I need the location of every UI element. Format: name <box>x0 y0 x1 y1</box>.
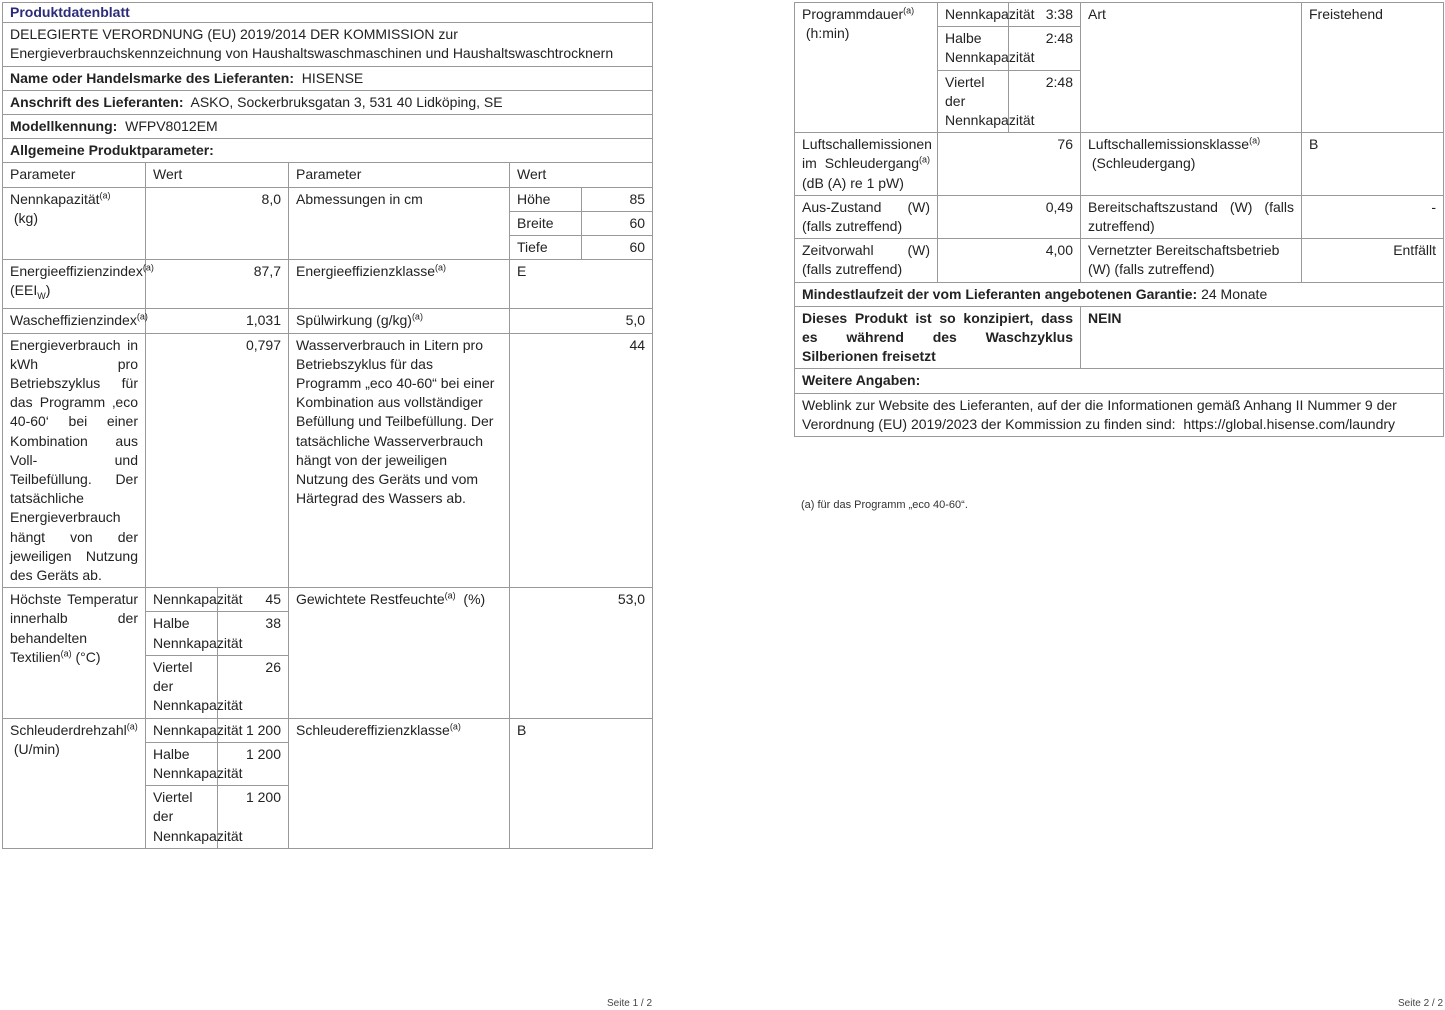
energy-consumption-value: 0,797 <box>146 333 289 588</box>
dimensions-label: Abmessungen in cm <box>289 187 510 260</box>
duration-quarter-value: 2:48 <box>1009 70 1081 133</box>
networked-standby-label: Vernetzter Bereitschaftsbetrieb (W) (falls zutreffend) <box>1081 239 1302 282</box>
standby-value: - <box>1302 195 1444 238</box>
height-label: Höhe <box>510 187 582 211</box>
off-mode-label: Aus-Zustand (W) (falls zutreffend) <box>795 195 938 238</box>
height-value: 85 <box>582 187 653 211</box>
type-value: Freistehend <box>1302 3 1444 133</box>
off-mode-value: 0,49 <box>938 195 1081 238</box>
col-header-parameter: Parameter <box>3 163 146 187</box>
washing-efficiency-label: Wascheffizienzindex$^{(a)}$ <box>3 309 146 333</box>
eei-label: Energieeffizienzindex$^{(a)}$ $(EEI_W)$ <box>3 260 146 309</box>
regulation-text: DELEGIERTE VERORDNUNG (EU) 2019/2014 DER KOMMISSION zur Energieverbrauchskennzeichnung von Haushaltswaschmaschinen und Haushaltswaschtrocknern <box>3 23 653 66</box>
temp-half-value: 38 <box>218 612 289 655</box>
address-row: Anschrift des Lieferanten: ASKO, Sockerbruksgatan 3, 531 40 Lidköping, SE <box>3 90 653 114</box>
energy-class-value: E <box>510 260 653 309</box>
col-header-wert: Wert <box>510 163 653 187</box>
temp-full-value: 45 <box>218 588 289 612</box>
page-2 <box>794 2 1443 437</box>
delay-start-label: Zeitvorwahl (W) (falls zutreffend) <box>795 239 938 282</box>
silver-ions-value: NEIN <box>1081 306 1444 369</box>
model-row: Modellkennung: WFPV8012EM <box>3 115 653 139</box>
noise-value: 76 <box>938 133 1081 196</box>
load-full-label: Nennkapazität <box>146 718 218 742</box>
moisture-value: 53,0 <box>510 588 653 718</box>
networked-standby-value: Entfällt <box>1302 239 1444 282</box>
load-quarter-label: Viertel der Nennkapazität <box>146 786 218 849</box>
depth-label: Tiefe <box>510 236 582 260</box>
water-consumption-value: 44 <box>510 333 653 588</box>
duration-half-value: 2:48 <box>1009 27 1081 70</box>
energy-consumption-label: Energieverbrauch in kWh pro Betriebszyklus für das Programm ‚eco 40-60‘ bei einer Kombination aus Voll- und Teilbefüllung. Der tatsächliche Energieverbrauch hängt von der jeweiligen Nutzung des Geräts ab. <box>3 333 146 588</box>
page-1 <box>2 2 652 849</box>
further-info-heading: Weitere Angaben: <box>795 369 1444 393</box>
standby-label: Bereitschaftszustand (W) (falls zutreffend) <box>1081 195 1302 238</box>
spin-full-value: 1 200 <box>218 718 289 742</box>
product-sheet-table-1 <box>2 2 653 849</box>
noise-class-value: B <box>1302 133 1444 196</box>
washing-efficiency-value: 1,031 <box>146 309 289 333</box>
noise-class-label: Luftschallemissionsklasse$^{(a)}$ (Schleudergang) <box>1081 133 1302 196</box>
product-sheet-table-2 <box>794 2 1444 437</box>
moisture-label: Gewichtete Restfeuchte$^{(a)}$ (%) <box>289 588 510 718</box>
spin-quarter-value: 1 200 <box>218 786 289 849</box>
width-value: 60 <box>582 211 653 235</box>
depth-value: 60 <box>582 236 653 260</box>
spin-speed-label: Schleuderdrehzahl$^{(a)}$ (U/min) <box>3 718 146 848</box>
supplier-weblink: https://global.hisense.com/laundry <box>1183 415 1396 432</box>
rated-capacity-value: 8,0 <box>146 187 289 260</box>
temp-quarter-value: 26 <box>218 655 289 718</box>
warranty-row: Mindestlaufzeit der vom Lieferanten angebotenen Garantie: 24 Monate <box>795 282 1444 306</box>
type-label: Art <box>1081 3 1302 133</box>
col-header-wert: Wert <box>146 163 289 187</box>
rinsing-value: 5,0 <box>510 309 653 333</box>
load-half-label: Halbe Nennkapazität <box>938 27 1009 70</box>
delay-start-value: 4,00 <box>938 239 1081 282</box>
silver-ions-label: Dieses Produkt ist so konzipiert, dass es während des Waschzyklus Silberionen freisetzt <box>795 306 1081 369</box>
load-quarter-label: Viertel der Nennkapazität <box>938 70 1009 133</box>
load-full-label: Nennkapazität <box>938 3 1009 27</box>
supplier-row: Name oder Handelsmarke des Lieferanten: HISENSE <box>3 66 653 90</box>
spin-class-value: B <box>510 718 653 848</box>
program-duration-label: Programmdauer$^{(a)}$ (h:min) <box>795 3 938 133</box>
max-temperature-label: Höchste Temperatur innerhalb der behandelten Textilien$^{(a)}$ (°C) <box>3 588 146 718</box>
general-params-heading: Allgemeine Produktparameter: <box>3 139 653 163</box>
width-label: Breite <box>510 211 582 235</box>
water-consumption-label: Wasserverbrauch in Litern pro Betriebszyklus für das Programm „eco 40-60“ bei einer Kombination aus vollständiger Befüllung und Teilbefüllung. Der tatsächliche Wasserverbrauch hängt von der jeweiligen Nutzung des Geräts und vom Härtegrad des Wassers ab. <box>289 333 510 588</box>
eei-value: 87,7 <box>146 260 289 309</box>
load-half-label: Halbe Nennkapazität <box>146 612 218 655</box>
weblink-row: Weblink zur Website des Lieferanten, auf der die Informationen gemäß Anhang II Nummer 9 der Verordnung (EU) 2019/2023 der Kommission zu finden sind: https://global.hisense.com/laundry <box>795 393 1444 436</box>
rinsing-label: Spülwirkung $(g/kg)^{(a)}$ <box>289 309 510 333</box>
col-header-parameter: Parameter <box>289 163 510 187</box>
noise-label: Luftschallemissionen im Schleudergang$^{(a)}$ (dB (A) re 1 pW) <box>795 133 938 196</box>
page-title: Produktdatenblatt <box>3 3 653 23</box>
load-full-label: Nennkapazität <box>146 588 218 612</box>
spin-class-label: Schleudereffizienzklasse$^{(a)}$ <box>289 718 510 848</box>
load-half-label: Halbe Nennkapazität <box>146 742 218 785</box>
duration-full-value: 3:38 <box>1009 3 1081 27</box>
load-quarter-label: Viertel der Nennkapazität <box>146 655 218 718</box>
footnote: (a) für das Programm „eco 40-60“. <box>801 499 968 511</box>
page-number-2: Seite 2 / 2 <box>1398 998 1444 1009</box>
spin-half-value: 1 200 <box>218 742 289 785</box>
rated-capacity-label: Nennkapazität$^{(a)}$ (kg) <box>3 187 146 260</box>
energy-class-label: Energieeffizienzklasse$^{(a)}$ <box>289 260 510 309</box>
page-number-1: Seite 1 / 2 <box>607 998 653 1009</box>
